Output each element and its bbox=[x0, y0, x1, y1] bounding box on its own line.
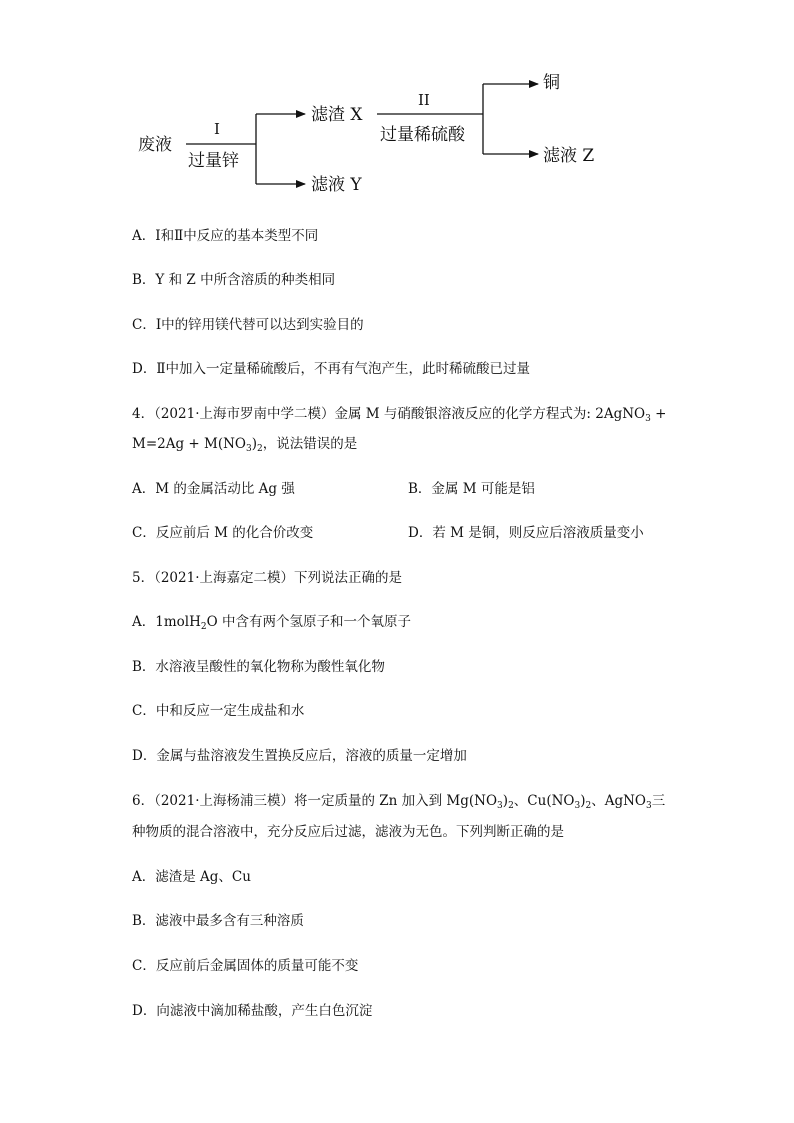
q4-stem-line1: 4．（2021·上海市罗南中学二模）金属 M 与硝酸银溶液反应的化学方程式为: 2AgNO$_3$ + bbox=[132, 406, 667, 424]
q6-option-b: B．滤液中最多含有三种溶质 bbox=[132, 913, 304, 929]
q4-options-row1 bbox=[132, 479, 535, 499]
q4-option-b: B．金属 M 可能是铝 bbox=[408, 481, 535, 497]
q5-option-c: C．中和反应一定生成盐和水 bbox=[132, 703, 305, 719]
q4-option-d: D．若 M 是铜，则反应后溶液质量变小 bbox=[408, 525, 644, 541]
q4-option-a: A．M 的金属活动比 Ag 强 bbox=[132, 481, 295, 497]
waste-liquid-label: 废液 bbox=[138, 135, 172, 155]
filtrate-z-label: 滤液 Z bbox=[543, 146, 595, 166]
step2-label: II bbox=[418, 91, 430, 109]
q3-option-c: C．Ⅰ中的锌用镁代替可以达到实验目的 bbox=[132, 317, 364, 333]
filtrate-y-label: 滤液 Y bbox=[311, 175, 362, 195]
q4-option-c: C．反应前后 M 的化合价改变 bbox=[132, 525, 314, 541]
process-flow-diagram bbox=[0, 0, 794, 215]
copper-label: 铜 bbox=[543, 73, 560, 93]
q3-option-b: B．Y 和 Z 中所含溶质的种类相同 bbox=[132, 272, 336, 288]
q4-stem-line2: $M=2Ag + M(NO_3)_2$，说法错误的是 bbox=[132, 436, 358, 454]
q3-option-d: D．Ⅱ中加入一定量稀硫酸后，不再有气泡产生，此时稀硫酸已过量 bbox=[132, 361, 530, 377]
step1-label: I bbox=[214, 120, 220, 138]
q3-option-a: A．Ⅰ和Ⅱ中反应的基本类型不同 bbox=[132, 228, 319, 244]
step1-reagent: 过量锌 bbox=[188, 151, 239, 171]
q5-option-b: B．水溶液呈酸性的氧化物称为酸性氧化物 bbox=[132, 659, 385, 675]
step2-reagent: 过量稀硫酸 bbox=[380, 125, 465, 145]
q6-option-a: A．滤渣是 Ag、Cu bbox=[132, 869, 251, 885]
q6-option-d: D．向滤液中滴加稀盐酸，产生白色沉淀 bbox=[132, 1003, 373, 1019]
residue-x-label: 滤渣 X bbox=[311, 105, 363, 125]
q6-option-c: C．反应前后金属固体的质量可能不变 bbox=[132, 958, 359, 974]
q6-stem-line1: 6．（2021·上海杨浦三模）将一定质量的 Zn 加入到 $Mg(NO_3)_2$、$Cu(NO_3)_2$、AgNO$_3$三 bbox=[132, 793, 666, 811]
q5-stem: 5．（2021·上海嘉定二模）下列说法正确的是 bbox=[132, 570, 402, 586]
q4-options-row2 bbox=[132, 523, 644, 543]
q6-stem-line2: 种物质的混合溶液中，充分反应后过滤，滤液为无色。下列判断正确的是 bbox=[132, 824, 564, 840]
q5-option-d: D．金属与盐溶液发生置换反应后，溶液的质量一定增加 bbox=[132, 748, 467, 764]
q5-option-a: A．1molH$_2$O 中含有两个氢原子和一个氧原子 bbox=[132, 614, 411, 632]
